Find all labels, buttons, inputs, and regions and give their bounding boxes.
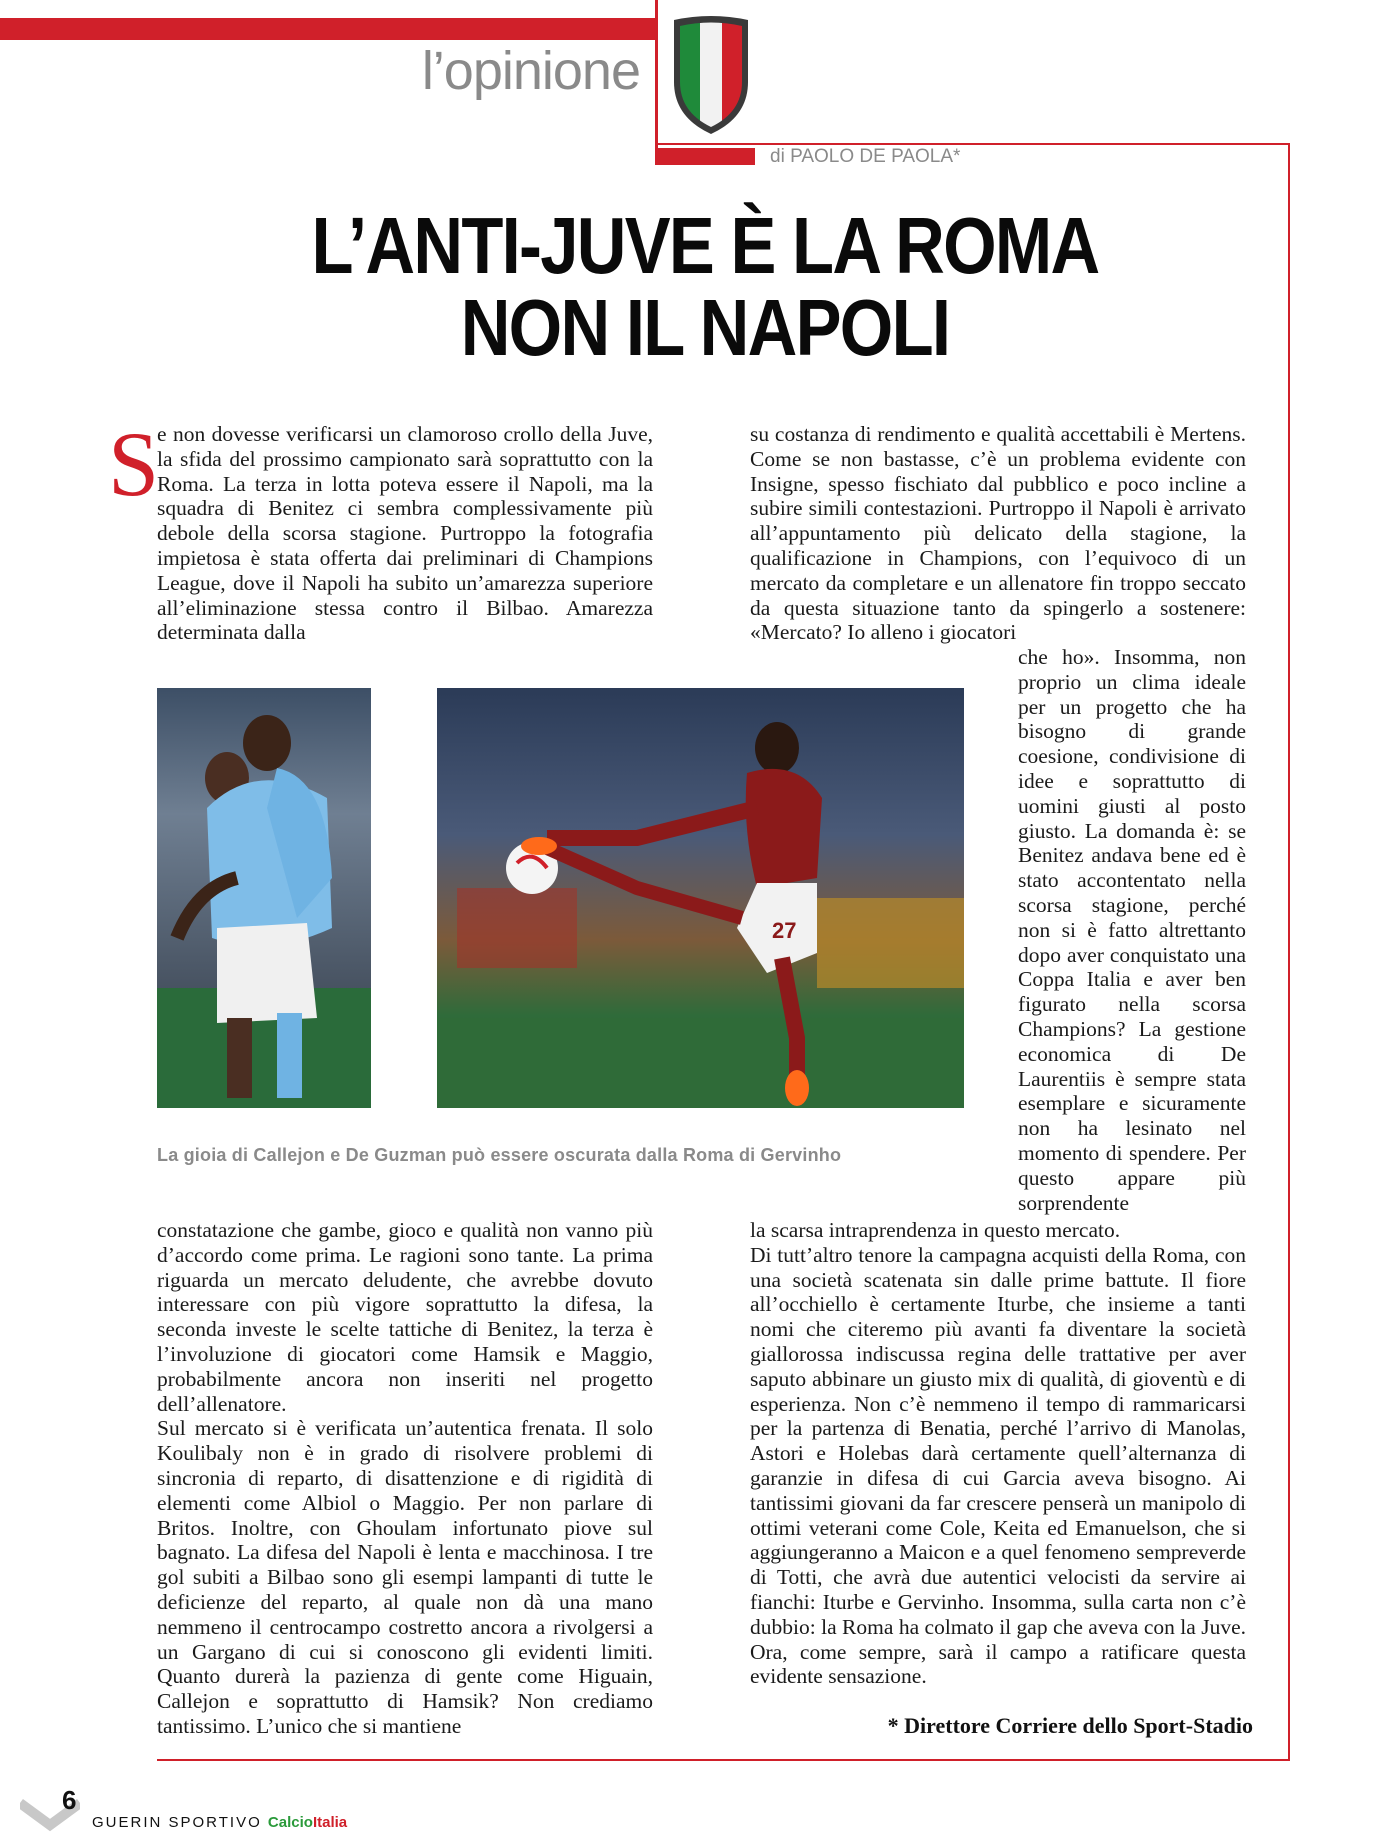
paragraph: la scarsa intraprendenza in questo mercato. bbox=[750, 1218, 1121, 1242]
paragraph: su costanza di rendimento e qualità accettabili è Mertens. Come se non bastasse, c’è un problema evidente con Insigne, spesso fischiato dal pubblico e poco incline a subire simili contestazioni. Purtroppo il Napoli è arrivato all’appuntamento più delicato della stagione, la qualificazione in Champions, con l’equivoco di un mercato da completare e un allenatore fin troppo seccato da questa situazione tanto da spingerlo a sostenere: «Mercato? Io alleno i giocatori bbox=[750, 422, 1246, 645]
headline-line-1: L’ANTI-JUVE È LA ROMA bbox=[311, 201, 1099, 290]
header-red-bar bbox=[0, 18, 655, 40]
frame-line-bottom bbox=[157, 1759, 1290, 1761]
frame-line-left-of-shield bbox=[655, 0, 658, 165]
col2-top-text bbox=[750, 422, 1246, 645]
photo-caption: La gioia di Callejon e De Guzman può essere oscurata dalla Roma di Gervinho bbox=[157, 1145, 842, 1165]
frame-line-byline-bar bbox=[655, 148, 755, 165]
paragraph: constatazione che gambe, gioco e qualità non vanno più d’accordo come prima. Le ragioni sono tante. La prima riguarda un mercato deludente, che avrebbe dovuto interessare con più vigore soprattutto la difesa, la seconda investe le scelte tattiche di Benitez, la terza è l’involuzione di giocatori come Hamsik e Maggio, probabilmente ancora non inseriti nel progetto dell’allenatore. bbox=[157, 1218, 653, 1416]
author-signature: * Direttore Corriere dello Sport-Stadio bbox=[887, 1713, 1253, 1738]
frame-line-top bbox=[655, 143, 1288, 145]
drop-cap: S bbox=[108, 413, 160, 515]
col2-narrow-text bbox=[1018, 645, 1246, 1215]
jersey-number: 27 bbox=[772, 918, 797, 943]
author-byline: di PAOLO DE PAOLA* bbox=[770, 146, 961, 167]
photo-roma-gervinho bbox=[437, 688, 964, 1108]
col2-bottom-text bbox=[750, 1218, 1246, 1689]
footer-brand bbox=[92, 1814, 347, 1831]
col1-bottom-text bbox=[157, 1218, 653, 1739]
italian-shield-icon bbox=[668, 12, 754, 137]
brand-guerin: GUERIN SPORTIVO bbox=[92, 1814, 262, 1831]
photo-roma-illustration bbox=[437, 688, 964, 1108]
brand-italia: Italia bbox=[312, 1814, 348, 1831]
photo-napoli-illustration bbox=[157, 688, 371, 1108]
photo-napoli-celebration bbox=[157, 688, 371, 1108]
frame-line-right bbox=[1288, 143, 1290, 1761]
headline-line-2: NON IL NAPOLI bbox=[460, 283, 950, 372]
paragraph: Sul mercato si è verificata un’autentica frenata. Il solo Koulibaly non è in grado di risolvere problemi di sincronia di reparto, di disattenzione e di rigidità di elementi come Albiol o Maggio. Per non parlare di Britos. Inoltre, con Ghoulam infortunato piove sul bagnato. La difesa del Napoli è lenta e macchinosa. I tre gol subiti a Bilbao sono gli esempi lampanti di tutte le deficienze del reparto, al quale non dà una mano nemmeno il centrocampo costretto ancora a rivolgersi a un Gargano di cui si conoscono gli evidenti limiti. Quanto durerà la pazienza di gente come Higuain, Callejon e soprattutto di Hamsik? Non crediamo tantissimo. L’unico che si mantiene bbox=[157, 1416, 653, 1738]
section-label: l’opinione bbox=[421, 41, 640, 101]
headline bbox=[236, 201, 1173, 372]
brand-calcio: Calcio bbox=[267, 1814, 313, 1831]
col1-top-text bbox=[157, 422, 653, 645]
paragraph: Di tutt’altro tenore la campagna acquisti della Roma, con una società scatenata sin dalle prime battute. Il fiore all’occhiello è certamente Iturbe, che insieme a tanti nomi che citeremo più avanti fa diventare la società giallorossa indiscussa regina delle trattative per aver saputo abbinare un giusto mix di qualità, di gioventù e di esperienza. Non c’è nemmeno il tempo di rammaricarsi per la partenza di Benatia, perché l’arrivo di Manolas, Astori e Holebas darà certamente quell’alternanza di garanzie in difesa di cui Garcia aveva bisogno. Ai tantissimi giovani da far crescere penserà un manipolo di ottimi veterani come Cole, Keita ed Emanuelson, che si aggiungeranno a Maicon e a quel fenomeno sempreverde di Totti, che avrà due autentici velocisti da servire ai fianchi: Iturbe e Gervinho. Insomma, sulla carta non c’è dubbio: la Roma ha colmato il gap che aveva con la Juve. Ora, come sempre, sarà il campo a ratificare questa evidente sensazione. bbox=[750, 1242, 1246, 1689]
paragraph: che ho». Insomma, non proprio un clima ideale per un progetto che ha bisogno di grande coesione, condivisione di idee e soprattutto di uomini giusti al posto giusto. La domanda è: se Benitez andava bene ed è stato accontentato nella scorsa stagione, perché non si è fatto altrettanto dopo aver conquistato una Coppa Italia e aver ben figurato nella scorsa Champions? La gestione economica di De Laurentiis è sempre stata esemplare e sicuramente non ha lesinato nel momento di spendere. Per questo appare più sorprendente bbox=[1018, 645, 1246, 1215]
page-number: 6 bbox=[62, 1785, 77, 1815]
paragraph: e non dovesse verificarsi un clamoroso crollo della Juve, la sfida del prossimo campionato sarà soprattutto con la Roma. La terza in lotta poteva essere il Napoli, ma la squadra di Benitez ci sembra complessivamente più debole della scorsa stagione. Purtroppo la fotografia impietosa è stata offerta dai preliminari di Champions League, dove il Napoli ha subito un’amarezza superiore all’eliminazione stessa contro il Bilbao. Amarezza determinata dalla bbox=[157, 422, 653, 645]
